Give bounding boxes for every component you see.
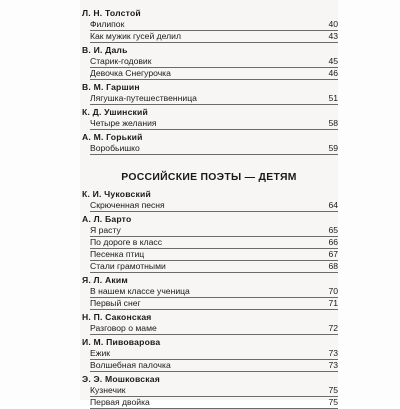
toc-entry xyxy=(90,31,338,43)
author-name: В. И. Даль xyxy=(82,45,128,55)
entry-page-number: 72 xyxy=(328,323,338,333)
entry-page-number: 66 xyxy=(328,237,338,247)
entry-page-number: 71 xyxy=(328,298,338,308)
author-name: К. И. Чуковский xyxy=(82,189,151,199)
toc-entry xyxy=(90,323,338,335)
author-name: К. Д. Ушинский xyxy=(82,107,149,117)
entry-page-number: 67 xyxy=(328,249,338,259)
entry-title: Первый снег xyxy=(90,298,141,308)
toc-entry xyxy=(90,56,338,68)
toc-entry xyxy=(90,143,338,155)
entry-title: Девочка Снегурочка xyxy=(90,68,171,78)
author-name: В. М. Гаршин xyxy=(82,82,140,92)
toc-entry xyxy=(90,200,338,212)
toc-entry xyxy=(90,261,338,273)
entry-page-number: 45 xyxy=(328,56,338,66)
entry-title: По дороге в класс xyxy=(90,237,163,247)
entry-page-number: 46 xyxy=(328,68,338,78)
toc-entry xyxy=(90,348,338,360)
toc-entry xyxy=(90,225,338,237)
entry-title: Разговор о маме xyxy=(90,323,157,333)
author-name: Н. П. Саконская xyxy=(82,312,152,322)
author-name: И. М. Пивоварова xyxy=(82,337,161,347)
section-heading: РОССИЙСКИЕ ПОЭТЫ — ДЕТЯМ xyxy=(121,172,297,183)
author-name: Э. Э. Мошковская xyxy=(82,374,160,384)
entry-page-number: 75 xyxy=(328,397,338,407)
author-name: Л. Н. Толстой xyxy=(82,8,141,18)
author-name: А. Л. Барто xyxy=(82,214,132,224)
entry-title: Лягушка-путешественница xyxy=(90,93,197,103)
entry-title: Песенка птиц xyxy=(90,249,145,259)
toc-entry xyxy=(90,298,338,310)
entry-page-number: 68 xyxy=(328,261,338,271)
toc-entry xyxy=(90,68,338,80)
toc-entry xyxy=(90,118,338,130)
toc-entry xyxy=(90,249,338,261)
entry-title: Ежик xyxy=(90,348,111,358)
entry-title: Скрюченная песня xyxy=(90,200,165,210)
toc-entry xyxy=(90,397,338,409)
entry-title: Кузнечик xyxy=(90,385,126,395)
toc-entry xyxy=(90,385,338,397)
entry-title: Я расту xyxy=(90,225,121,235)
toc-entry xyxy=(90,93,338,105)
toc-entry xyxy=(90,19,338,31)
entry-title: Стали грамотными xyxy=(90,261,166,271)
entry-title: Старик-годовик xyxy=(90,56,152,66)
entry-page-number: 75 xyxy=(328,385,338,395)
toc-entry xyxy=(90,237,338,249)
entry-title: Воробьишко xyxy=(90,143,140,153)
entry-title: Четыре желания xyxy=(90,118,157,128)
entry-page-number: 58 xyxy=(328,118,338,128)
toc-entry xyxy=(90,360,338,372)
entry-title: Как мужик гусей делил xyxy=(90,31,181,41)
entry-title: Первая двойка xyxy=(90,397,150,407)
entry-page-number: 65 xyxy=(328,225,338,235)
entry-page-number: 43 xyxy=(328,31,338,41)
entry-page-number: 40 xyxy=(328,19,338,29)
entry-page-number: 73 xyxy=(328,348,338,358)
entry-page-number: 70 xyxy=(328,286,338,296)
entry-page-number: 59 xyxy=(328,143,338,153)
entry-page-number: 64 xyxy=(328,200,338,210)
entry-title: В нашем классе ученица xyxy=(90,286,190,296)
author-name: А. М. Горький xyxy=(82,132,143,142)
author-name: Я. Л. Аким xyxy=(82,275,128,285)
entry-title: Филипок xyxy=(90,19,125,29)
entry-page-number: 51 xyxy=(328,93,338,103)
toc-entry xyxy=(90,286,338,298)
entry-title: Волшебная палочка xyxy=(90,360,171,370)
entry-page-number: 73 xyxy=(328,360,338,370)
table-of-contents xyxy=(80,8,338,409)
